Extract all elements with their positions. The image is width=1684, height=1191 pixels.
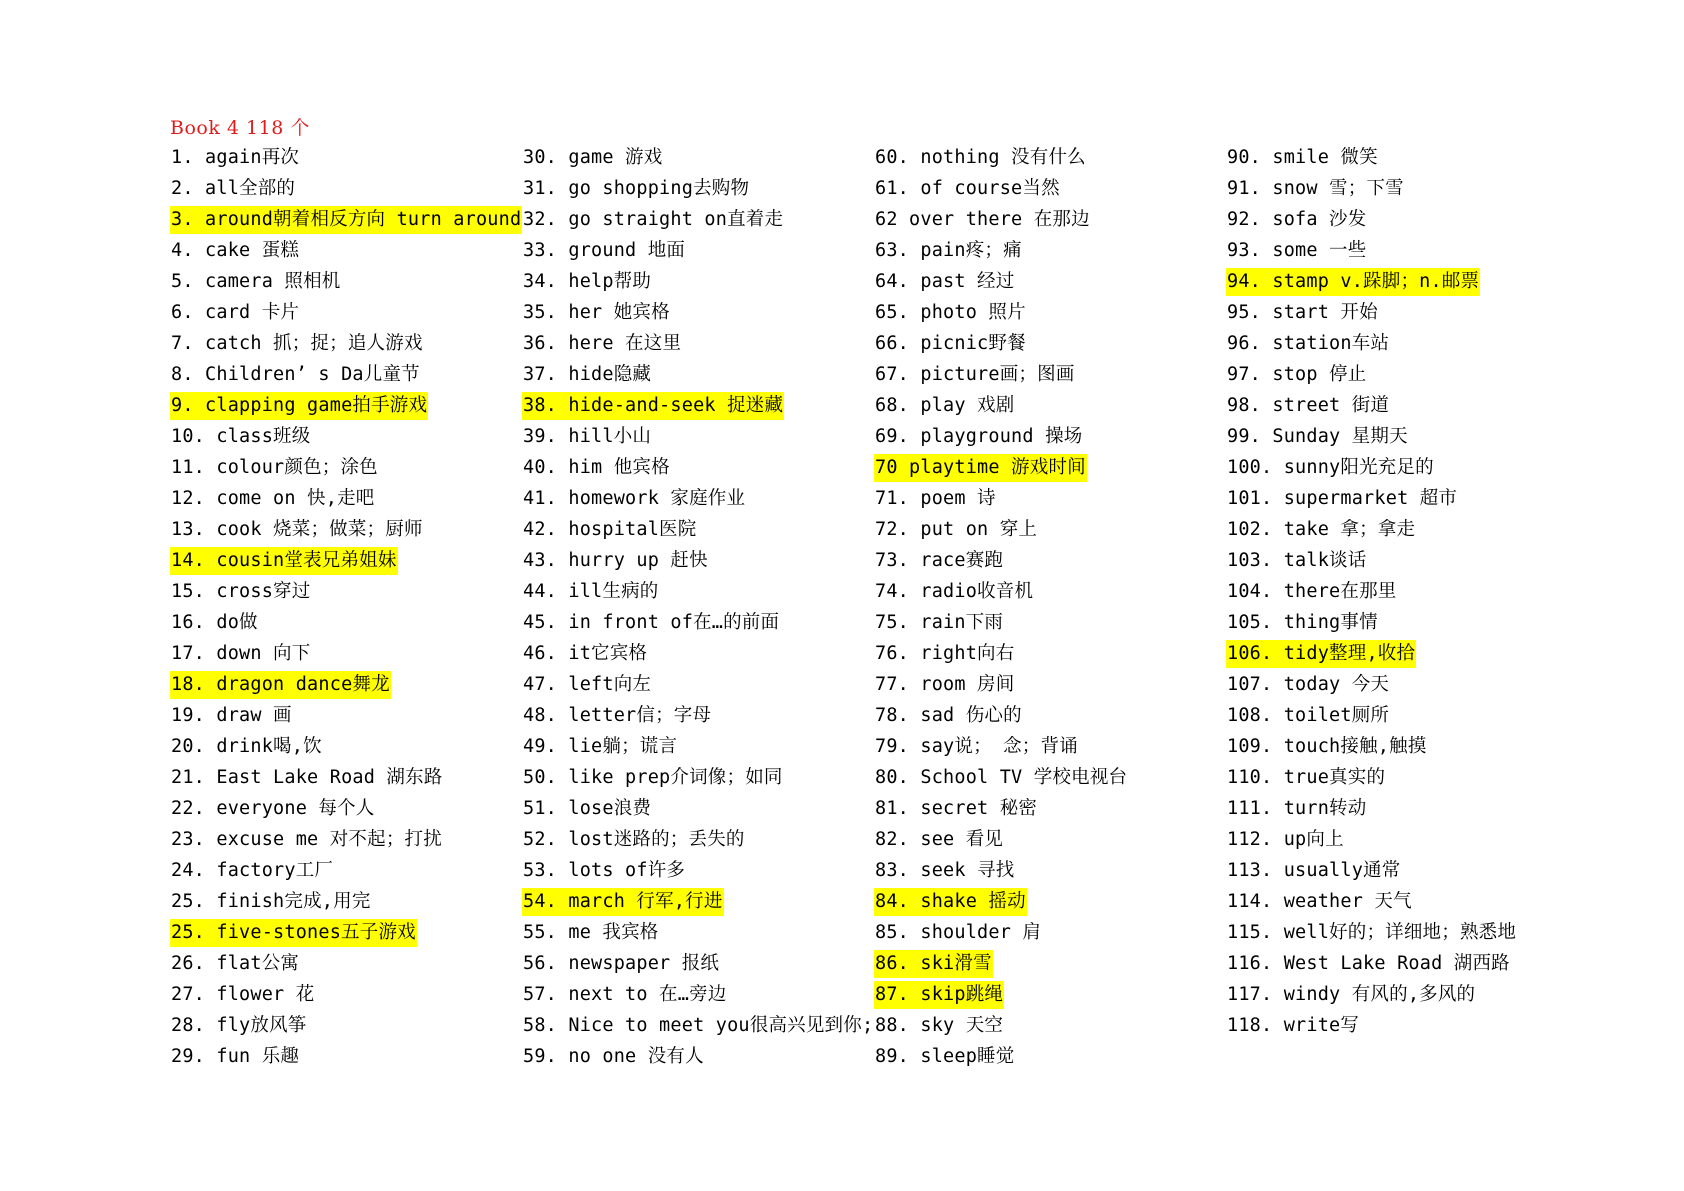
vocab-entry-text: 83. seek 寻找 (875, 860, 1015, 881)
vocab-entry-text: 57. next to 在…旁边 (523, 984, 727, 1005)
vocabulary-column-3 (874, 142, 1128, 1072)
vocab-entry-text: 24. factory工厂 (171, 860, 334, 881)
vocab-entry (170, 359, 522, 390)
vocab-entry (1226, 266, 1517, 297)
vocab-entry-text: 116. West Lake Road 湖西路 (1227, 953, 1510, 974)
vocab-entry-text: 61. of course当然 (875, 178, 1060, 199)
vocab-entry-text: 2. all全部的 (171, 178, 296, 199)
vocab-entry-text: 56. newspaper 报纸 (523, 953, 720, 974)
vocab-entry (874, 855, 1128, 886)
vocab-entry (874, 452, 1128, 483)
vocab-entry-text: 1. again再次 (171, 147, 300, 168)
vocab-entry (170, 483, 522, 514)
vocabulary-column-1 (170, 142, 522, 1072)
vocab-entry-text-highlighted: 54. march 行军,行进 (522, 888, 724, 916)
vocab-entry-text: 99. Sunday 星期天 (1227, 426, 1408, 447)
vocab-entry (1226, 762, 1517, 793)
vocab-entry (874, 235, 1128, 266)
vocab-entry-text: 16. do做 (171, 612, 258, 633)
vocab-entry (170, 173, 522, 204)
vocab-entry (522, 607, 874, 638)
vocab-entry (170, 886, 522, 917)
vocab-entry-text: 4. cake 蛋糕 (171, 240, 300, 261)
vocab-entry (1226, 297, 1517, 328)
vocab-entry-text: 107. today 今天 (1227, 674, 1390, 695)
vocab-entry-text-highlighted: 3. around朝着相反方向 turn around (170, 206, 522, 234)
vocab-entry (1226, 1010, 1517, 1041)
vocab-entry (874, 390, 1128, 421)
vocab-entry (874, 514, 1128, 545)
vocab-entry-text: 101. supermarket 超市 (1227, 488, 1458, 509)
vocab-entry (522, 576, 874, 607)
vocab-entry (874, 762, 1128, 793)
vocab-entry (170, 731, 522, 762)
vocab-entry (874, 1010, 1128, 1041)
vocab-entry-text: 88. sky 天空 (875, 1015, 1004, 1036)
vocab-entry-text: 85. shoulder 肩 (875, 922, 1042, 943)
vocab-entry (170, 979, 522, 1010)
vocab-entry-text: 12. come on 快,走吧 (171, 488, 375, 509)
vocab-entry-text: 111. turn转动 (1227, 798, 1367, 819)
vocab-entry-text: 39. hill小山 (523, 426, 652, 447)
vocab-entry-text: 98. street 街道 (1227, 395, 1390, 416)
vocab-entry-text: 10. class班级 (171, 426, 311, 447)
vocab-entry-text: 58. Nice to meet you很高兴见到你; (523, 1015, 874, 1036)
vocab-entry (874, 948, 1128, 979)
vocab-entry-text: 23. excuse me 对不起；打扰 (171, 829, 442, 850)
vocab-entry (874, 297, 1128, 328)
vocab-entry-text: 28. fly放风筝 (171, 1015, 307, 1036)
vocab-entry (874, 824, 1128, 855)
vocab-entry-text: 65. photo 照片 (875, 302, 1026, 323)
vocab-entry (874, 917, 1128, 948)
vocab-entry-text: 25. finish完成,用完 (171, 891, 371, 912)
vocab-entry-text: 62 over there 在那边 (875, 209, 1090, 230)
vocab-entry-text: 80. School TV 学校电视台 (875, 767, 1128, 788)
vocab-entry (170, 607, 522, 638)
vocab-entry (1226, 421, 1517, 452)
vocab-entry (522, 173, 874, 204)
vocab-entry (1226, 948, 1517, 979)
vocab-entry-text: 79. say说； 念；背诵 (875, 736, 1078, 757)
vocab-entry (874, 328, 1128, 359)
vocab-entry-text-highlighted: 70 playtime 游戏时间 (874, 454, 1087, 482)
vocab-entry (522, 979, 874, 1010)
vocab-entry (874, 638, 1128, 669)
vocab-entry-text: 113. usually通常 (1227, 860, 1401, 881)
vocab-entry-text: 36. here 在这里 (523, 333, 682, 354)
vocab-entry-text-highlighted: 84. shake 摇动 (874, 888, 1027, 916)
vocab-entry-text-highlighted: 106. tidy整理,收拾 (1226, 640, 1416, 668)
vocab-entry-text: 96. station车站 (1227, 333, 1390, 354)
vocab-entry (170, 1041, 522, 1072)
vocab-entry (522, 359, 874, 390)
vocab-entry-text: 17. down 向下 (171, 643, 311, 664)
vocab-entry (522, 700, 874, 731)
vocab-entry (1226, 855, 1517, 886)
vocab-entry (1226, 173, 1517, 204)
vocab-entry (522, 762, 874, 793)
vocab-entry (170, 390, 522, 421)
vocab-entry (1226, 917, 1517, 948)
vocab-entry-text: 117. windy 有风的,多风的 (1227, 984, 1476, 1005)
vocab-entry (522, 235, 874, 266)
vocab-entry (170, 235, 522, 266)
vocab-entry-text: 46. it它宾格 (523, 643, 648, 664)
vocab-entry (522, 390, 874, 421)
vocab-entry (1226, 700, 1517, 731)
vocab-entry-text: 34. help帮助 (523, 271, 652, 292)
vocab-entry-text: 6. card 卡片 (171, 302, 300, 323)
vocab-entry (1226, 545, 1517, 576)
vocab-entry (522, 514, 874, 545)
vocab-entry (1226, 669, 1517, 700)
vocab-entry-text: 30. game 游戏 (523, 147, 663, 168)
vocab-entry-text: 95. start 开始 (1227, 302, 1378, 323)
vocab-entry-text: 81. secret 秘密 (875, 798, 1038, 819)
vocab-entry-text: 76. right向右 (875, 643, 1015, 664)
vocab-entry-text: 55. me 我宾格 (523, 922, 659, 943)
vocab-entry-text: 92. sofa 沙发 (1227, 209, 1367, 230)
vocab-entry (170, 669, 522, 700)
vocab-entry-text: 63. pain疼；痛 (875, 240, 1022, 261)
vocab-entry (874, 607, 1128, 638)
vocab-entry-text: 40. him 他宾格 (523, 457, 670, 478)
vocabulary-column-2 (522, 142, 874, 1072)
vocab-entry-text: 112. up向上 (1227, 829, 1344, 850)
vocab-entry-text: 19. draw 画 (171, 705, 292, 726)
vocab-entry (522, 483, 874, 514)
vocab-entry-text: 118. write写 (1227, 1015, 1360, 1036)
vocab-entry-text: 90. smile 微笑 (1227, 147, 1378, 168)
vocab-entry (522, 824, 874, 855)
vocab-entry (522, 638, 874, 669)
vocab-entry (170, 204, 522, 235)
vocab-entry (874, 359, 1128, 390)
document-title: Book 4 118 个 (170, 117, 310, 139)
vocab-entry (874, 979, 1128, 1010)
vocab-entry (522, 452, 874, 483)
vocab-entry-text: 49. lie躺；谎言 (523, 736, 678, 757)
vocab-entry-text: 29. fun 乐趣 (171, 1046, 300, 1067)
vocab-entry-text: 27. flower 花 (171, 984, 315, 1005)
vocab-entry (170, 576, 522, 607)
vocab-entry (874, 204, 1128, 235)
vocab-entry (1226, 793, 1517, 824)
vocab-entry-text: 15. cross穿过 (171, 581, 311, 602)
vocab-entry (522, 855, 874, 886)
vocab-entry-text: 35. her 她宾格 (523, 302, 670, 323)
vocab-entry (1226, 731, 1517, 762)
vocab-entry-text: 33. ground 地面 (523, 240, 686, 261)
vocab-entry (522, 917, 874, 948)
vocab-entry-text-highlighted: 25. five-stones五子游戏 (170, 919, 417, 947)
vocab-entry (522, 142, 874, 173)
vocab-entry-text: 103. talk谈话 (1227, 550, 1367, 571)
vocab-entry-text: 7. catch 抓；捉；追人游戏 (171, 333, 423, 354)
vocab-entry (170, 1010, 522, 1041)
vocab-entry (170, 793, 522, 824)
vocab-entry-text: 51. lose浪费 (523, 798, 652, 819)
vocab-entry (170, 297, 522, 328)
vocab-entry-text: 60. nothing 没有什么 (875, 147, 1086, 168)
vocab-entry-text: 41. homework 家庭作业 (523, 488, 746, 509)
vocab-entry-text: 22. everyone 每个人 (171, 798, 375, 819)
vocab-entry-text: 82. see 看见 (875, 829, 1004, 850)
vocab-entry-text: 42. hospital医院 (523, 519, 697, 540)
vocab-entry-text: 47. left向左 (523, 674, 652, 695)
vocab-entry (170, 328, 522, 359)
vocab-entry-text: 68. play 戏剧 (875, 395, 1015, 416)
vocab-entry-text: 97. stop 停止 (1227, 364, 1367, 385)
vocab-entry-text: 67. picture画；图画 (875, 364, 1075, 385)
vocab-entry (1226, 452, 1517, 483)
vocab-entry (874, 142, 1128, 173)
vocab-entry-text: 91. snow 雪；下雪 (1227, 178, 1404, 199)
vocab-entry-text: 75. rain下雨 (875, 612, 1004, 633)
vocab-entry (522, 886, 874, 917)
vocab-entry (170, 421, 522, 452)
vocab-entry (170, 824, 522, 855)
vocab-entry-text: 108. toilet厕所 (1227, 705, 1390, 726)
vocab-entry-text: 104. there在那里 (1227, 581, 1397, 602)
vocab-entry (874, 483, 1128, 514)
vocab-entry (170, 762, 522, 793)
vocab-entry-text: 93. some 一些 (1227, 240, 1367, 261)
vocab-entry-text: 20. drink喝,饮 (171, 736, 322, 757)
vocab-entry-text: 64. past 经过 (875, 271, 1015, 292)
vocab-entry-text: 43. hurry up 赶快 (523, 550, 708, 571)
vocab-entry-text: 5. camera 照相机 (171, 271, 341, 292)
vocab-entry-text-highlighted: 14. cousin堂表兄弟姐妹 (170, 547, 398, 575)
vocab-entry-text: 115. well好的；详细地；熟悉地 (1227, 922, 1517, 943)
vocab-entry-text-highlighted: 9. clapping game拍手游戏 (170, 392, 428, 420)
vocab-entry-text: 8. Children’ s Da儿童节 (171, 364, 420, 385)
vocab-entry (170, 545, 522, 576)
vocab-entry (170, 514, 522, 545)
vocab-entry (1226, 328, 1517, 359)
vocab-entry (522, 793, 874, 824)
vocab-entry (522, 204, 874, 235)
vocab-entry-text: 50. like prep介词像；如同 (523, 767, 783, 788)
vocab-entry-text: 109. touch接触,触摸 (1227, 736, 1427, 757)
vocab-entry (522, 266, 874, 297)
vocab-entry-text: 74. radio收音机 (875, 581, 1034, 602)
vocab-entry (1226, 359, 1517, 390)
vocab-entry (874, 421, 1128, 452)
vocab-entry (522, 1041, 874, 1072)
vocab-entry (170, 266, 522, 297)
vocab-entry-text: 71. poem 诗 (875, 488, 996, 509)
vocab-entry (874, 669, 1128, 700)
vocab-entry (1226, 235, 1517, 266)
vocab-entry (522, 328, 874, 359)
vocab-entry-text: 32. go straight on直着走 (523, 209, 784, 230)
vocab-entry (1226, 607, 1517, 638)
vocab-entry-text: 11. colour颜色；涂色 (171, 457, 378, 478)
vocab-entry (522, 669, 874, 700)
vocabulary-column-4 (1226, 142, 1517, 1041)
vocab-entry-text: 21. East Lake Road 湖东路 (171, 767, 443, 788)
vocab-entry (522, 421, 874, 452)
vocab-entry (170, 700, 522, 731)
vocab-entry-text: 105. thing事情 (1227, 612, 1378, 633)
vocab-entry-text: 52. lost迷路的；丢失的 (523, 829, 745, 850)
vocab-entry-text: 53. lots of许多 (523, 860, 686, 881)
vocab-entry (170, 142, 522, 173)
vocab-entry-text: 78. sad 伤心的 (875, 705, 1022, 726)
vocab-entry-text: 72. put on 穿上 (875, 519, 1038, 540)
vocab-entry-text: 89. sleep睡觉 (875, 1046, 1015, 1067)
vocab-entry (1226, 824, 1517, 855)
vocab-entry (1226, 979, 1517, 1010)
vocab-entry (522, 297, 874, 328)
vocab-entry (874, 886, 1128, 917)
vocab-entry (874, 700, 1128, 731)
vocab-entry (170, 855, 522, 886)
vocab-entry (1226, 638, 1517, 669)
vocab-entry (522, 1010, 874, 1041)
vocab-entry (1226, 483, 1517, 514)
vocab-entry (874, 576, 1128, 607)
vocab-entry (874, 793, 1128, 824)
vocab-entry-text: 13. cook 烧菜；做菜；厨师 (171, 519, 423, 540)
vocab-entry (874, 266, 1128, 297)
vocab-entry (874, 173, 1128, 204)
vocab-entry-text-highlighted: 94. stamp v.跺脚；n.邮票 (1226, 268, 1480, 296)
vocab-entry-text: 45. in front of在…的前面 (523, 612, 780, 633)
vocab-entry-text: 26. flat公寓 (171, 953, 300, 974)
vocab-entry-text-highlighted: 86. ski滑雪 (874, 950, 993, 978)
vocab-entry (1226, 576, 1517, 607)
vocab-entry (1226, 142, 1517, 173)
vocab-entry-text-highlighted: 18. dragon dance舞龙 (170, 671, 391, 699)
vocab-entry-text: 100. sunny阳光充足的 (1227, 457, 1434, 478)
vocab-entry (874, 545, 1128, 576)
vocab-entry (874, 1041, 1128, 1072)
vocab-entry (1226, 514, 1517, 545)
vocab-entry (1226, 390, 1517, 421)
vocab-entry (522, 948, 874, 979)
vocab-entry-text-highlighted: 38. hide-and-seek 捉迷藏 (522, 392, 784, 420)
vocab-entry (1226, 204, 1517, 235)
vocab-entry-text: 66. picnic野餐 (875, 333, 1026, 354)
vocab-entry-text-highlighted: 87. skip跳绳 (874, 981, 1004, 1009)
vocab-entry (874, 731, 1128, 762)
vocab-entry (170, 917, 522, 948)
vocab-entry (170, 638, 522, 669)
vocab-entry-text: 102. take 拿；拿走 (1227, 519, 1416, 540)
vocab-entry (522, 545, 874, 576)
vocab-entry-text: 44. ill生病的 (523, 581, 659, 602)
vocab-entry (170, 948, 522, 979)
vocab-entry-text: 77. room 房间 (875, 674, 1015, 695)
vocab-entry-text: 31. go shopping去购物 (523, 178, 750, 199)
vocab-entry (170, 452, 522, 483)
vocab-entry (522, 731, 874, 762)
vocab-entry-text: 48. letter信；字母 (523, 705, 712, 726)
vocab-entry-text: 114. weather 天气 (1227, 891, 1412, 912)
vocab-entry-text: 59. no one 没有人 (523, 1046, 704, 1067)
vocab-entry-text: 110. true真实的 (1227, 767, 1386, 788)
vocab-entry (1226, 886, 1517, 917)
vocab-entry-text: 73. race赛跑 (875, 550, 1004, 571)
vocab-entry-text: 37. hide隐藏 (523, 364, 652, 385)
vocab-entry-text: 69. playground 操场 (875, 426, 1083, 447)
